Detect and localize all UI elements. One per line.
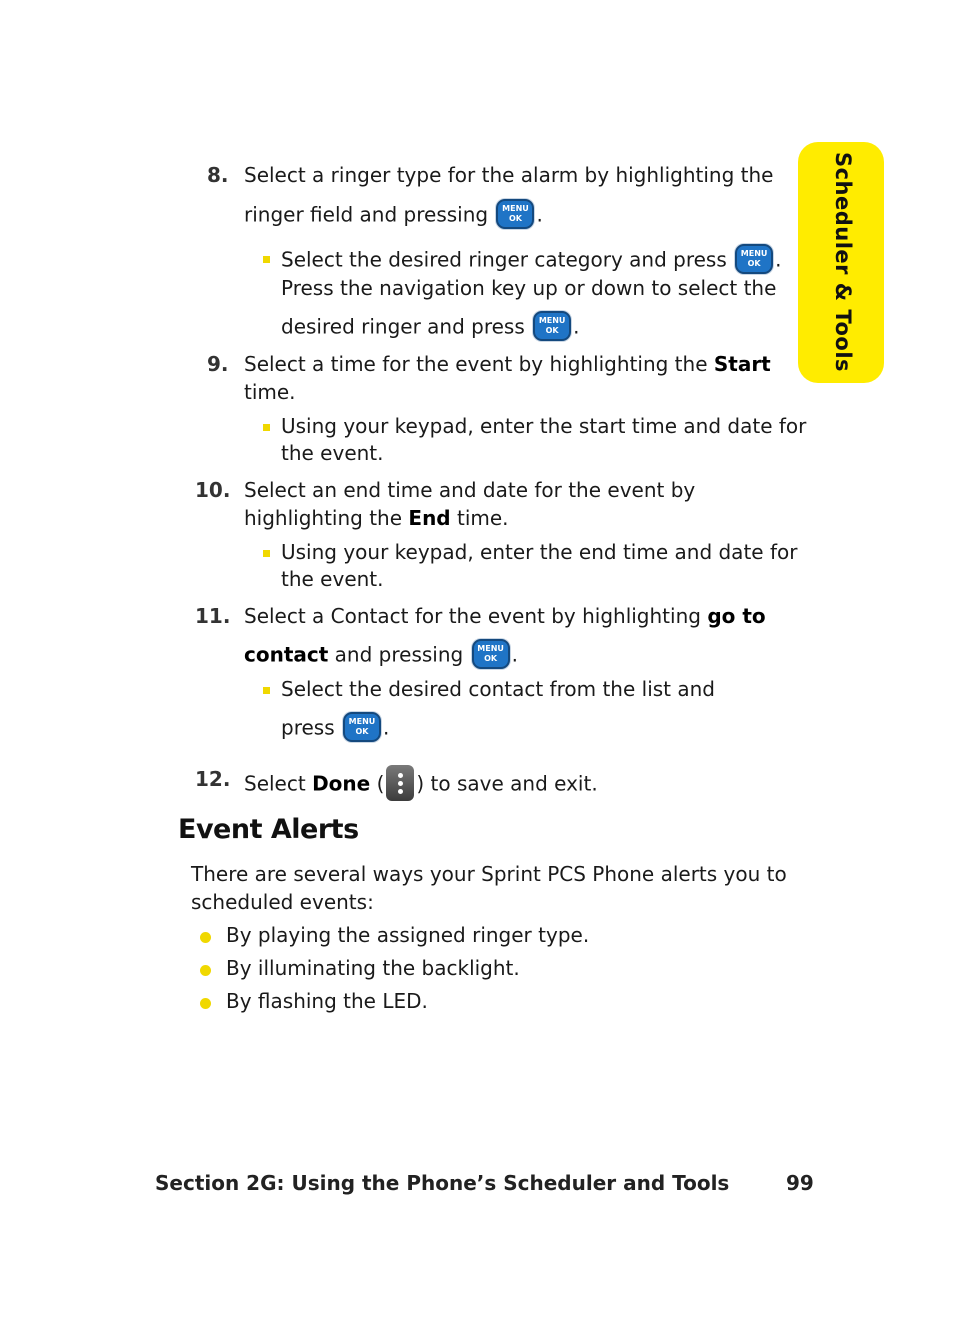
bullet-icon — [263, 256, 270, 263]
bullet-icon — [263, 550, 270, 557]
list-item: By flashing the LED. — [226, 989, 428, 1013]
menu-ok-key-icon: MENU OK — [533, 311, 571, 341]
section-heading: Event Alerts — [178, 814, 359, 845]
menu-ok-key-icon: MENU OK — [496, 199, 534, 229]
bullet-icon — [263, 424, 270, 431]
step-8-bullet-1: Select the desired ringer category and press MENU OK . — [281, 246, 781, 276]
list-item: By illuminating the backlight. — [226, 956, 520, 980]
step-11-line-1: Select a Contact for the event by highlighting go to — [244, 604, 766, 628]
step-9-number: 9. — [207, 352, 229, 376]
side-tab-label: Scheduler & Tools — [831, 151, 855, 373]
step-9-bullet-1: Using your keypad, enter the start time and date for — [281, 414, 807, 438]
step-11-bullet-1: Select the desired contact from the list and — [281, 677, 715, 701]
bullet-icon — [263, 687, 270, 694]
menu-ok-key-icon: MENU OK — [343, 712, 381, 742]
step-8-line-2-text: ringer field and pressing — [244, 202, 489, 227]
step-11-line-2: contact and pressing MENU OK . — [244, 641, 518, 671]
step-8-bullet-1-line-3-text: desired ringer and press — [281, 314, 525, 339]
step-10-bullet-1: Using your keypad, enter the end time and date for — [281, 540, 798, 564]
footer-section-label: Section 2G: Using the Phone’s Scheduler and Tools — [155, 1171, 730, 1195]
bullet-dot-icon — [200, 965, 211, 976]
step-8-line-2: ringer field and pressing MENU OK . — [244, 201, 543, 231]
intro-line-2: scheduled events: — [191, 890, 374, 914]
bullet-dot-icon — [200, 932, 211, 943]
step-10-line-1: Select an end time and date for the event by — [244, 478, 696, 502]
menu-ok-key-icon: MENU OK — [735, 244, 773, 274]
step-8-bullet-1-text: Select the desired ringer category and press — [281, 247, 727, 272]
step-10-number: 10. — [195, 478, 231, 502]
intro-line-1: There are several ways your Sprint PCS Phone alerts you to — [191, 862, 787, 886]
step-9-bullet-1-line-2: the event. — [281, 441, 384, 465]
step-8-line-1: Select a ringer type for the alarm by highlighting the — [244, 163, 774, 187]
page-number: 99 — [786, 1171, 814, 1195]
list-item: By playing the assigned ringer type. — [226, 923, 590, 947]
step-12-number: 12. — [195, 767, 231, 791]
step-12-line-1: Select Done ( ) to save and exit. — [244, 767, 598, 803]
done-softkey-icon — [386, 765, 414, 801]
step-11-number: 11. — [195, 604, 231, 628]
bullet-dot-icon — [200, 998, 211, 1009]
step-9-line-2: time. — [244, 380, 296, 404]
step-11-bullet-1-line-2: press MENU OK . — [281, 714, 389, 744]
step-8-bullet-1-line-3: desired ringer and press MENU OK . — [281, 313, 579, 343]
step-10-bullet-1-line-2: the event. — [281, 567, 384, 591]
step-9-line-1: Select a time for the event by highlighting the Start — [244, 352, 771, 376]
menu-ok-key-icon: MENU OK — [472, 639, 510, 669]
step-8-number: 8. — [207, 163, 229, 187]
step-10-line-2: highlighting the End time. — [244, 506, 509, 530]
step-8-bullet-1-line-2: Press the navigation key up or down to select the — [281, 276, 777, 300]
